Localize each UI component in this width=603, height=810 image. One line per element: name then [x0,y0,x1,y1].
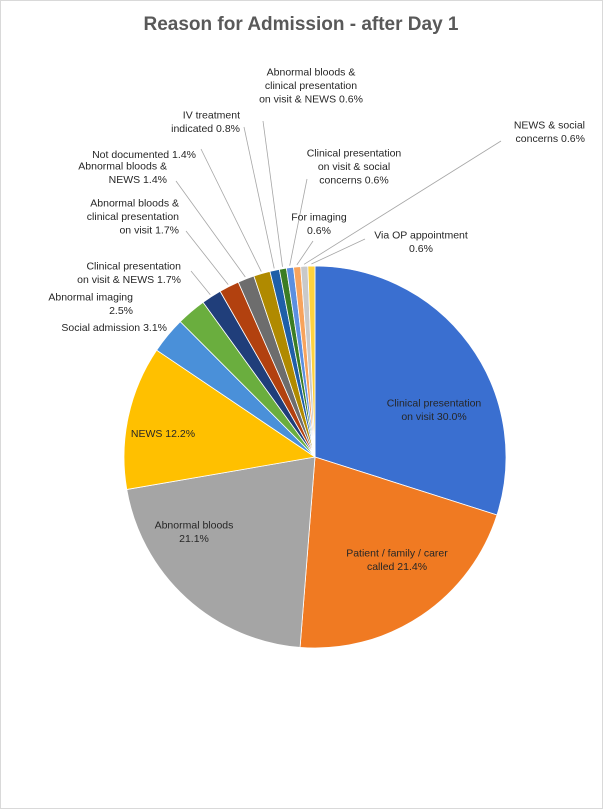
slice-label-line: NEWS 12.2% [130,428,196,440]
slice-label-line: Via OP appointment [374,229,468,242]
slice-label-line: Abnormal bloods & [78,160,167,173]
slice-label-line: Abnormal imaging [48,291,133,304]
slice-label-line: 0.6% [409,242,433,255]
pie-slice-3 [127,457,315,647]
chart-title: Reason for Admission - after Day 1 [143,14,459,35]
slice-label-line: on visit & NEWS 0.6% [259,93,363,106]
slice-label-line: Clinical presentation [386,397,482,410]
slice-label-4 [131,428,195,440]
slice-label-line: Patient / family / carer [346,547,448,560]
slice-label-14 [291,211,347,237]
slice-label-line: on visit 1.7% [119,224,179,237]
slice-label-10 [92,149,196,161]
leader-line-8 [186,231,228,285]
slice-label-line: Abnormal bloods & [90,197,179,210]
leader-line-12 [263,121,283,267]
slice-label-9 [78,160,167,186]
pie-chart [1,1,603,810]
slice-label-line: concerns 0.6% [319,174,389,187]
leader-line-14 [297,241,313,265]
leader-line-11 [244,127,274,268]
slice-label-13 [307,148,402,187]
slice-label-line: on visit & NEWS 1.7% [77,273,181,286]
slice-label-line: called 21.4% [366,560,428,573]
slice-label-line: 0.6% [307,224,331,237]
slice-label-line: Social admission 3.1% [61,322,167,334]
slice-label-11 [171,109,240,135]
slice-label-15 [514,119,585,145]
slice-label-16 [374,229,468,255]
slice-label-line: Clinical presentation [86,260,181,273]
slice-label-line: NEWS & social [513,119,585,132]
slice-label-7 [77,260,181,286]
slice-label-line: concerns 0.6% [515,132,585,145]
slice-label-line: clinical presentation [264,80,358,92]
slice-label-line: indicated 0.8% [171,122,240,135]
slice-label-line: 2.5% [109,304,133,317]
slice-label-line: on visit & social [317,161,391,173]
pie-slices [124,266,506,648]
slice-label-line: Clinical presentation [306,147,402,160]
slice-label-line: For imaging [291,211,347,224]
slice-label-line: IV treatment [182,109,240,122]
slice-label-line: Abnormal bloods & [266,66,356,79]
slice-label-6 [48,291,133,317]
slice-label-8 [87,198,179,237]
slice-label-line: Not documented 1.4% [92,149,196,161]
slice-label-5 [61,322,167,334]
slice-label-line: on visit 30.0% [401,410,467,423]
slice-label-line: 21.1% [179,532,209,545]
leader-line-7 [191,271,210,295]
slice-label-line: clinical presentation [86,211,179,223]
slice-label-line: NEWS 1.4% [108,173,167,186]
slice-label-12 [259,67,363,106]
slice-label-line: Abnormal bloods [154,519,234,532]
